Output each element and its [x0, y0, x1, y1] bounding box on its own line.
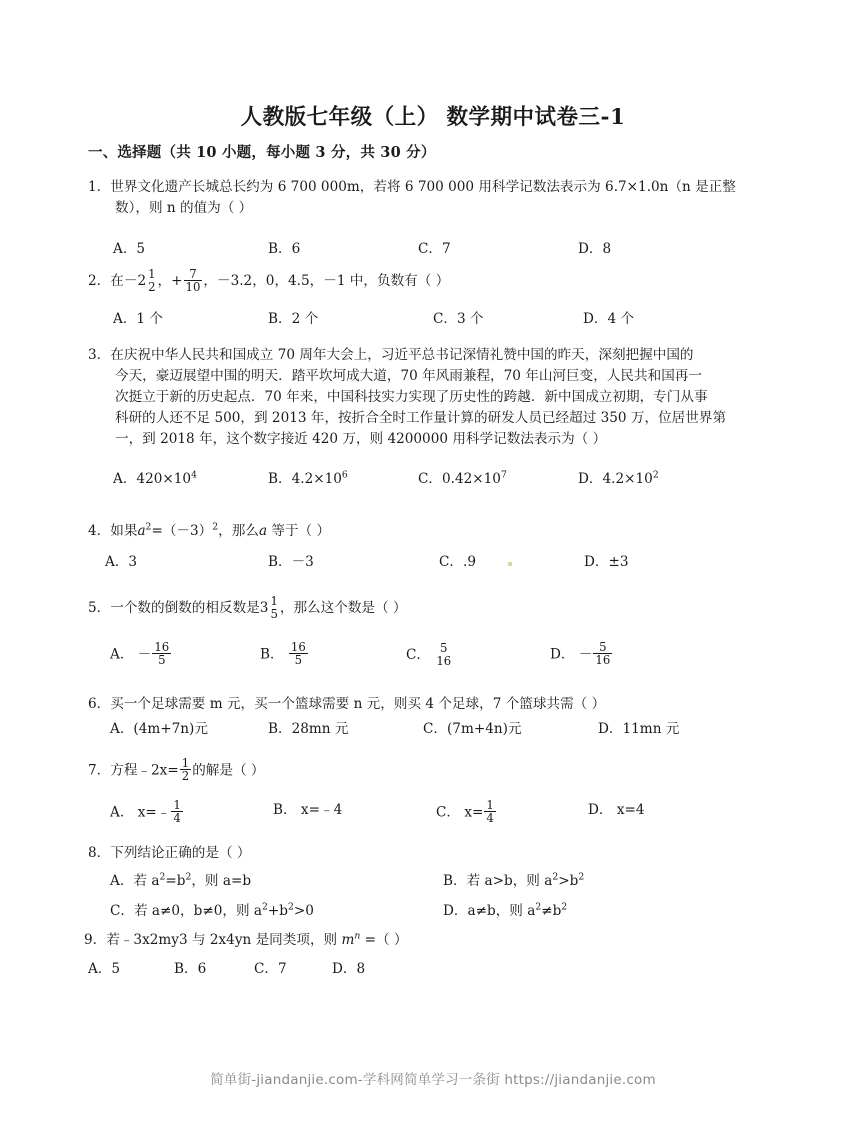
question-7-option-c[interactable]: C． x= $\frac{1}{4}$: [436, 797, 494, 825]
question-9: [84, 930, 774, 983]
question-8-options-row2: [88, 901, 778, 925]
question-8-options-row1: [88, 871, 778, 895]
question-1-stem: [88, 177, 778, 219]
question-6-options: [88, 719, 778, 743]
question-9-option-a[interactable]: A．5: [88, 961, 121, 978]
fraction-seven-tenths: $\frac{7}{10}$: [185, 266, 201, 295]
question-7-option-a[interactable]: A． x=﹣ $\frac{1}{4}$: [110, 797, 181, 825]
question-8-option-c[interactable]: C．若 a≠0，b≠0，则 $a^2+b^2>0$: [110, 901, 314, 920]
question-5-option-b[interactable]: B． $\frac{16}{5}$: [260, 639, 306, 668]
q8b-text: 若 a>b，则 $a^2>b^2$: [466, 871, 585, 890]
question-4-option-d[interactable]: D．±3: [584, 554, 629, 571]
question-4-stem-text: 如果$a^2=(-3)^2$，那么a 等于（ ）: [110, 521, 331, 539]
question-1-option-a[interactable]: A．5: [113, 241, 146, 258]
question-6-stem: 6．买一个足球需要 m 元，买一个篮球需要 n 元，则买 4 个足球，7 个篮球共需（ ）: [88, 696, 606, 712]
question-1-option-b[interactable]: B．6: [268, 241, 301, 258]
question-8: [88, 843, 778, 925]
question-3-stem: [88, 345, 778, 450]
question-5-stem: 5．一个数的倒数的相反数是3 1 5 ，那么这个数是（ ）: [88, 594, 407, 622]
question-2: [88, 268, 778, 333]
question-8-option-a[interactable]: A．若 $a^2=b^2$，则 a=b: [110, 871, 252, 890]
question-4-option-c[interactable]: C．.9: [439, 554, 476, 571]
mixed-fraction-half: 1 2: [148, 267, 156, 295]
question-6-option-a[interactable]: A．(4m+7n)元: [110, 721, 208, 738]
question-5-options: [88, 639, 778, 684]
question-1: [88, 177, 778, 263]
question-3-options: [88, 469, 778, 493]
page-title: 人教版七年级（上） 数学期中试卷三-1: [240, 105, 626, 130]
question-7: [88, 758, 778, 834]
question-6-option-d[interactable]: D．11mn 元: [598, 721, 680, 738]
question-7-stem: 7．方程﹣2x= $\frac{1}{2}$ 的解是（ ）: [88, 756, 265, 784]
question-3-option-c[interactable]: C．$0.42\times 10^7$: [418, 469, 507, 488]
question-4-stem: 4．如果$a^2=(-3)^2$，那么a 等于（ ）: [88, 521, 331, 539]
fraction-c7: $\frac{1}{4}$: [486, 797, 494, 825]
question-1-stem-line1: 1．世界文化遗产长城总长约为 6 700 000m，若将 6 700 000 用科学记数法表示为 6.7×1.0n（n 是正整: [88, 179, 736, 195]
question-3: [88, 345, 778, 493]
question-5: [88, 595, 778, 684]
question-2-stem: 2．在－2 1 2 ，+ $\frac{7}{10}$ ，－3.2，0，4.5，－1 中，负数有（ ）: [88, 266, 450, 295]
fraction-a7: $\frac{1}{4}$: [173, 797, 181, 825]
question-2-option-c[interactable]: C．3 个: [433, 310, 484, 327]
question-1-stem-line2: 数），则 n 的值为（ ）: [115, 200, 253, 217]
q8d-text: a≠b，则 $a^2\ne b^2$: [467, 901, 568, 920]
question-6-option-c[interactable]: C．(7m+4n)元: [423, 721, 522, 738]
question-1-option-c[interactable]: C．7: [418, 241, 451, 258]
question-5-option-c[interactable]: C． 5 16: [406, 640, 452, 669]
question-9-option-d[interactable]: D．8: [332, 961, 366, 978]
question-2-option-a[interactable]: A．1 个: [113, 310, 163, 327]
fraction-d: $\frac{5}{16}$: [595, 639, 611, 668]
fraction-c: 5 16: [436, 640, 452, 669]
scan-speck: [508, 562, 512, 566]
question-1-option-d[interactable]: D．8: [578, 241, 612, 258]
question-1-options: [88, 239, 778, 263]
question-2-options: [88, 309, 778, 333]
footer-watermark: 简单街-jiandanjie.com-学科网简单学习一条街 https://jiandanjie.com: [210, 1072, 656, 1088]
question-4-option-b[interactable]: B．－3: [268, 554, 314, 571]
question-2-option-b[interactable]: B．2 个: [268, 310, 319, 327]
question-8-option-b[interactable]: B．若 a>b，则 $a^2>b^2$: [443, 871, 585, 890]
question-7-options: [88, 797, 778, 834]
question-3-option-d[interactable]: D．$4.2\times 10^2$: [578, 469, 659, 488]
q8a-text: 若 $a^2=b^2$，则 a=b: [133, 871, 252, 890]
question-6: [88, 694, 778, 743]
question-3-option-a[interactable]: A．$420\times 10^4$: [113, 469, 197, 488]
question-9-stem-text: 若﹣3x2my3 与 2x4yn 是同类项，则 $m^n$ =（ ）: [106, 930, 408, 948]
question-8-stem: 8．下列结论正确的是（ ）: [88, 845, 251, 861]
question-9-option-b[interactable]: B．6: [174, 961, 207, 978]
question-3-stem-line4: 科研的人还不足 500，到 2013 年，按折合全时工作量计算的研发人员已经超过 350 万，位居世界第: [115, 410, 727, 427]
question-4-options: [88, 552, 778, 576]
question-2-option-d[interactable]: D．4 个: [583, 310, 635, 327]
question-3-stem-line3: 次挺立于新的历史起点．70 年来，中国科技实力实现了历史性的跨越．新中国成立初期，专门从事: [115, 389, 708, 406]
question-7-option-d[interactable]: D． x=4: [588, 801, 645, 818]
question-7-option-b[interactable]: B． x=﹣4: [273, 801, 343, 818]
question-3-stem-line1: 3．在庆祝中华人民共和国成立 70 周年大会上，习近平总书记深情礼赞中国的昨天，深刻把握中国的: [88, 347, 694, 363]
fraction-a: $\frac{16}{5}$: [154, 639, 170, 668]
question-3-stem-line5: 一，到 2018 年，这个数字接近 420 万，则 4200000 用科学记数法表示为（ ）: [115, 431, 607, 448]
question-8-option-d[interactable]: D．a≠b，则 $a^2\ne b^2$: [443, 901, 568, 920]
question-4: [88, 521, 778, 576]
question-6-option-b[interactable]: B．28mn 元: [268, 721, 349, 738]
q8c-text: 若 a≠0，b≠0，则 $a^2+b^2>0$: [134, 901, 314, 920]
question-9-options: [84, 959, 774, 983]
question-5-option-d[interactable]: D． － $\frac{5}{16}$: [550, 639, 611, 668]
fraction-b: $\frac{16}{5}$: [290, 639, 306, 668]
question-5-option-a[interactable]: A． － $\frac{16}{5}$: [110, 639, 170, 668]
section-heading: 一、选择题（共 10 小题，每小题 3 分，共 30 分）: [88, 144, 436, 161]
question-3-option-b[interactable]: B．$4.2\times 10^6$: [268, 469, 348, 488]
question-9-option-c[interactable]: C．7: [254, 961, 287, 978]
fraction-one-fifth: 1 5: [270, 594, 278, 622]
fraction-one-half: $\frac{1}{2}$: [181, 756, 190, 784]
question-3-stem-line2: 今天，豪迈展望中围的明天．踏平坎坷成大道，70 年风雨兼程，70 年山河巨变，人民共和国再一: [115, 368, 702, 385]
question-9-stem: 9．若﹣3x2my3 与 2x4yn 是同类项，则 $m^n$ =（ ）: [84, 930, 408, 948]
question-4-option-a[interactable]: A．3: [105, 554, 138, 571]
